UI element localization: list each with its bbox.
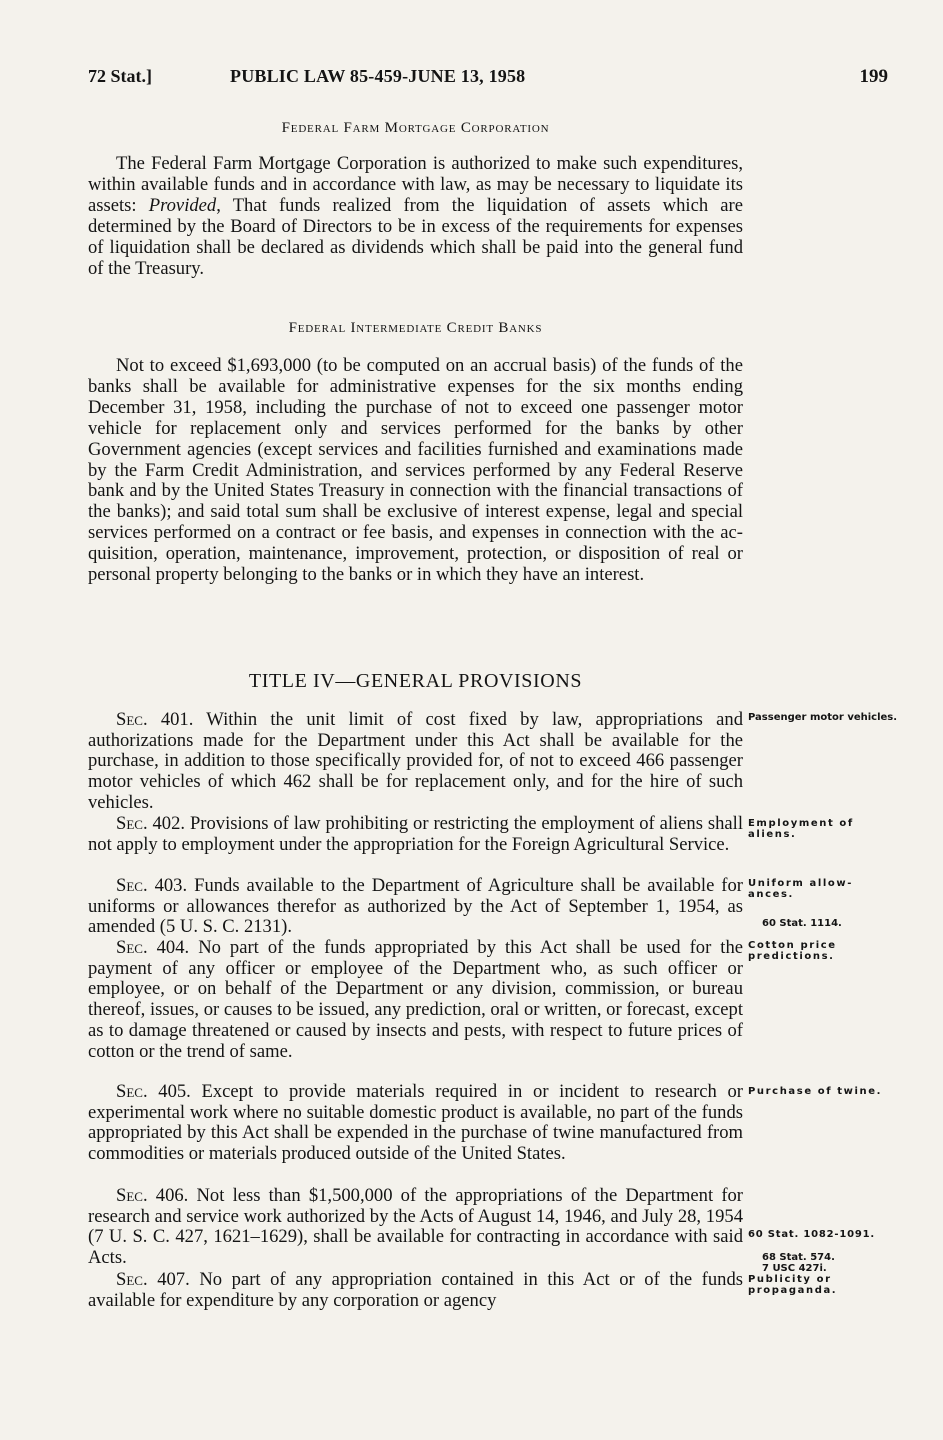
margin-note-employment-aliens: Employment of aliens. [748, 818, 854, 840]
section-406: Sec. 406. Not less than $1,500,000 of the appropriations of the Department for research and service work authorized by the Acts of August 14, 1946, and July 28, 1954 (7 U. S. C. 427, 1621–1629), shall be available for contracting in accordance with said Acts. [88, 1185, 744, 1269]
margin-cite-7-usc-427i: 7 USC 427i. [762, 1263, 827, 1274]
title-heading: TITLE IV—GENERAL PROVISIONS [248, 670, 583, 692]
margin-note-passenger-vehicles: Passenger motor vehicles. [748, 712, 898, 723]
ffmc-paragraph [88, 154, 743, 279]
ffmc-text-1: The Federal Farm Mortgage Corporation is authorized to make such expenditures, within available funds and in accordance with law, as may be necessary to liquidate its assets: [88, 153, 743, 216]
margin-note-uniform-allowances: Uniform allow-ances. [748, 878, 853, 900]
section-401: Sec. 401. Within the unit limit of cost fixed by law, appropriations and authorizations made for the Department under this Act shall be available for the purchase, in addition to those specifically provided for, of not to exceed 466 passenger motor vehicles of which 462 shall be for replacement only, and for the hire of such vehicles. [88, 709, 743, 813]
section-heading-ffmc: Federal Farm Mortgage Corporation [281, 120, 550, 136]
section-407: Sec. 407. No part of any appropriation contained in this Act or of the funds available for expenditure by any corporation or agency [88, 1269, 743, 1311]
running-header [88, 66, 888, 90]
section-405: Sec. 405. Except to provide materials required in or incident to research or experimental work where no suitable domestic product is available, no part of the funds appropriated by this Act shall be expended in the purchase of twine manufactured from commodities or materials produced outside of the United States. [88, 1081, 743, 1165]
margin-cite-60-stat-1114: 60 Stat. 1114. [762, 918, 842, 929]
statute-volume: 72 Stat.] [88, 66, 152, 86]
page-number: 199 [859, 66, 888, 87]
ficb-paragraph: Not to exceed $1,693,000 (to be computed on an accrual basis) of the funds of the banks shall be available for administrative expenses for the six months ending December 31, 1958, including the purchase of not to exceed one passenger motor vehicle for replacement only and services performed for the banks by other Government agencies (except services and facilities furnished and examinations made by the Farm Credit Administration, and services performed by any Federal Reserve bank and by the United States Treasury in connection with the financial transactions of the banks); and said total sum shall be exclusive of interest expense, legal and special services performed on a contract or fee basis, and expenses in connection with the acquisition, operation, maintenance, improvement, protection, or disposition of real or personal property belonging to the banks or in which they have an interest. [88, 355, 743, 586]
law-citation: PUBLIC LAW 85-459-JUNE 13, 1958 [230, 66, 526, 86]
section-404: Sec. 404. No part of the funds appropriated by this Act shall be used for the payment of any officer or employee of the Department who, as such officer or employee, or on behalf of the Department or any division, commission, or bureau thereof, issues, or causes to be issued, any prediction, oral or written, or forecast, except as to damage threatened or caused by insects and pests, with respect to future prices of cotton or the trend of same. [88, 937, 743, 1062]
margin-note-purchase-twine: Purchase of twine. [748, 1086, 883, 1097]
margin-note-cotton-predictions: Cotton price predictions. [748, 940, 837, 962]
section-heading-ficb: Federal Intermediate Credit Banks [288, 320, 543, 336]
margin-cite-60-stat-1082: 60 Stat. 1082-1091. [748, 1229, 876, 1240]
margin-cite-68-stat-574: 68 Stat. 574. [762, 1252, 835, 1263]
ffmc-text-2: , That funds realized from the liquidation of assets which are determined by the Board of Directors to be in excess of the requirements for expenses of liquidation shall be declared as dividends which shall be paid into the general fund of the Treasury. [88, 194, 743, 279]
section-402: Sec. 402. Provisions of law prohibiting or restricting the employment of aliens shall not apply to employment under the appropriation for the Foreign Agricultural Service. [88, 813, 743, 855]
section-403: Sec. 403. Funds available to the Department of Agriculture shall be available for uniforms or allowances therefor as authorized by the Act of September 1, 1954, as amended (5 U. S. C. 2131). [88, 875, 743, 938]
proviso-italic: Provided [148, 194, 217, 216]
margin-note-publicity-propaganda: Publicity or propaganda. [748, 1274, 838, 1296]
